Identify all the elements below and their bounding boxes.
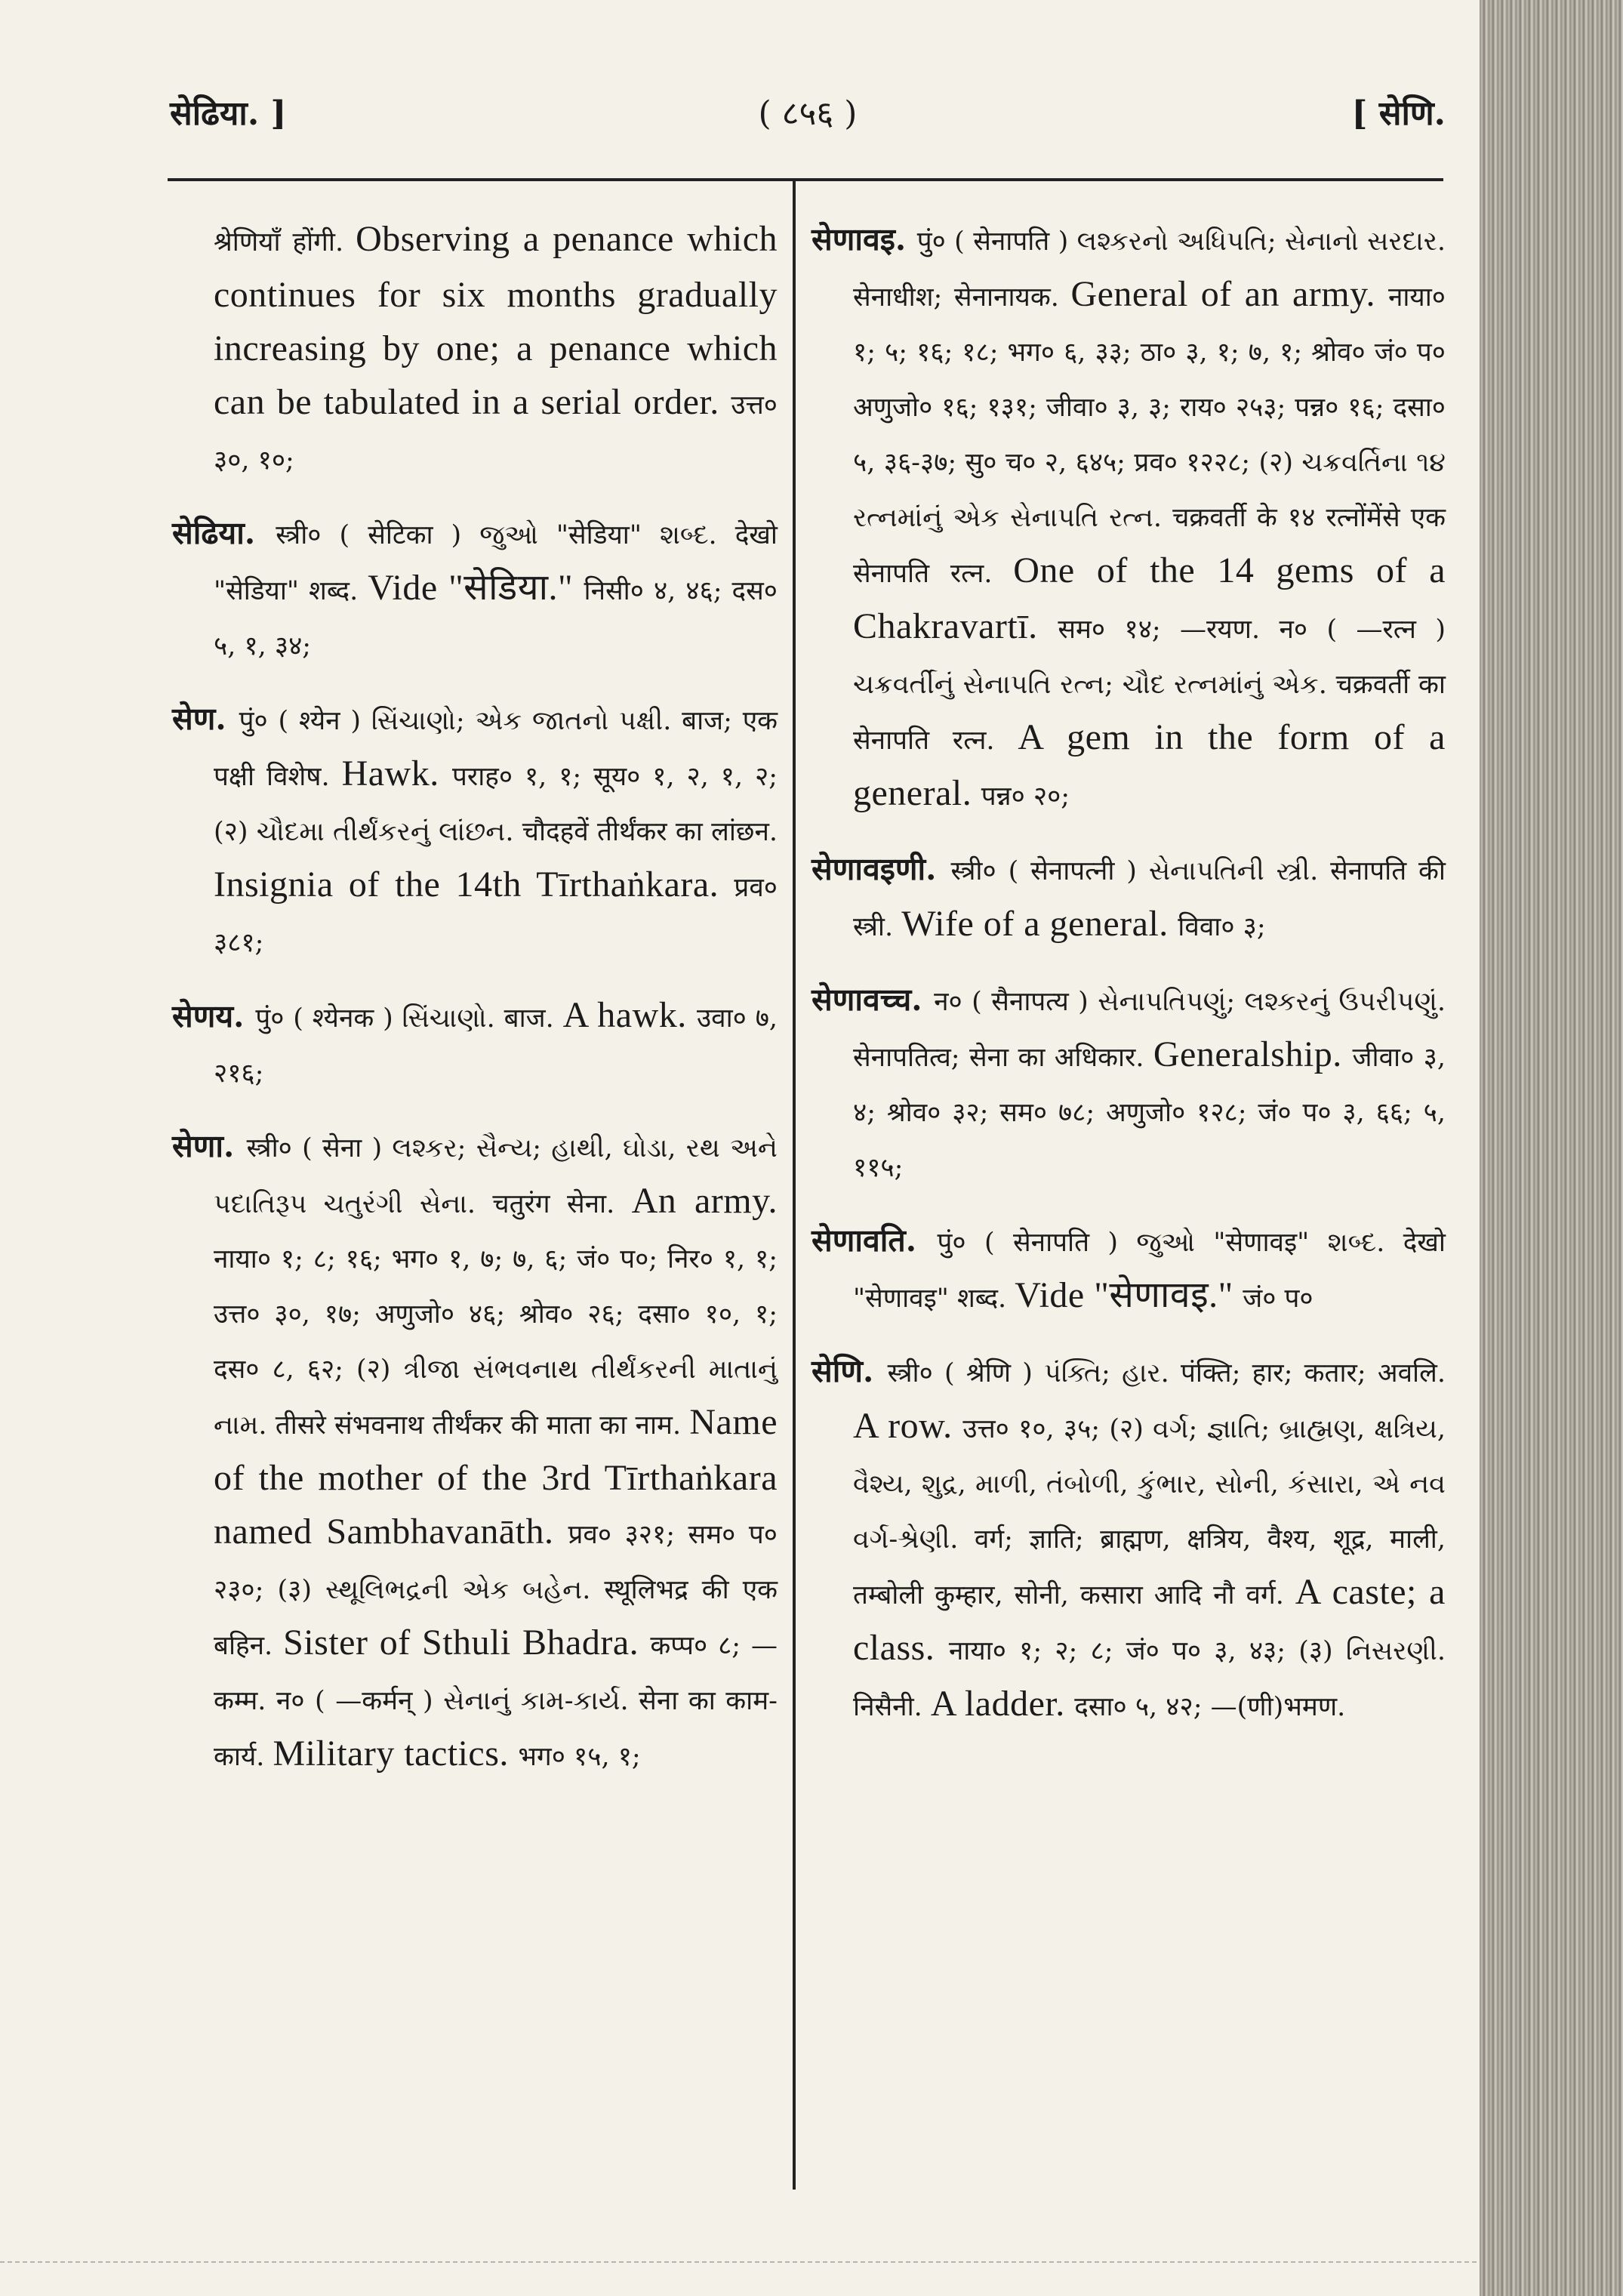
entry-continuation: श्रेणियाँ होंगी. Observing a penance which continues for six months gradually increasing by one; a penance which can be tabulated in a serial order. उत्त० ३०, १०;: [214, 219, 778, 476]
running-head: [170, 89, 1446, 142]
entry-senavachcha: सेणावच्च. न० ( सैनापत्य ) સેનાપતિપણું; લશ્કરનું ઉપરીપણું. सेनापतित्व; सेना का अधिकार. Generalship. जीवा० ३, ४; श्रोव० ३२; सम० ७८; अणुजो० १२८; जं० प० ३, ६६; ५, ११५;: [812, 982, 1446, 1183]
column-divider: [793, 181, 796, 2190]
headword: सेण.: [172, 701, 239, 737]
page-bottom-edge: [0, 2261, 1480, 2263]
header-left-guideword: सेढिया. ]: [170, 94, 287, 133]
headword: सेणावइणी.: [812, 851, 951, 887]
headword: सेणा.: [172, 1128, 247, 1164]
headword: सेढिया.: [172, 515, 276, 551]
entry-sena-army: सेणा. स्त्री० ( सेना ) લશ્કર; સૈન્ય; હાથી, ઘોડા, રથ અને પદાતિરૂપ ચતુરંગી સેના. चतुरंग सेना. An army. नाया० १; ८; १६; भग० १, ७; ७, ६; जं० प०; निर० १, १; उत्त० ३०, १७; अणुजो० ४६; श्रोव० २६; दसा० १०, १; दस० ८, ६२; (२) ત્રીજા સંભવનાથ તીર્થંકરની માતાનું નામ. तीसरे संभवनाथ तीर्थंकर की माता का नाम. Name of the mother of the 3rd Tīrthaṅkara named Sambhavanāth. प्रव० ३२१; सम० प० २३०; (३) સ્થૂલિભદ્રની એક બહેન. स्थूलिभद्र की एक बहिन. Sister of Sthuli Bhadra. कप्प० ८; —कम्म. न० ( —कर्मन् ) સેનાનું કામ-કાર્ય. सेना का काम-कार्य. Military tactics. भग० १५, १;: [172, 1128, 778, 1774]
right-column: [812, 213, 1446, 1753]
header-right-guideword: [ सेणि.: [1351, 94, 1446, 133]
book-binding-edge: [1480, 0, 1623, 2296]
headword: सेणि.: [812, 1353, 888, 1389]
entry-sedhiya: सेढिया. स्त्री० ( सेटिका ) જુઓ "सेडिया" શબ્દ. देखो "सेडिया" शब्द. Vide "सेडिया." निसी० ४, ४६; दस० ५, १, ३४;: [172, 515, 778, 661]
entry-senavati: सेणावति. पुं० ( सेनापति ) જુઓ "सेणावइ" શબ્દ. देखो "सेणावइ" शब्द. Vide "सेणावइ." जं० प०: [812, 1222, 1446, 1315]
left-column: [172, 213, 778, 1803]
entry-senavai: सेणावइ. पुं० ( सेनापति ) લશ્કરનો અધિપતિ; સેનાનો સરદાર. सेनाधीश; सेनानायक. General of an army. नाया० १; ५; १६; १८; भग० ६, ३३; ठा० ३, १; ७, १; श्रोव० जं० प० अणुजो० १६; १३१; जीवा० ३, ३; राय० २५३; पन्न० १६; दसा० ५, ३६-३७; सु० च० २, ६४५; प्रव० १२२८; (२) ચક્રવર્તિના ૧૪ રત્નમાંનું એક સેનાપતિ રત્ન. चक्रवर्ती के १४ रत्नोंमेंसे एक सेनापति रत्न. One of the 14 gems of a Chakravartī. सम० १४; —रयण. न० ( —रत्न ) ચક્રવર્તીનું સેનાપતિ રત્ન; ચૌદ રત્નમાંનું એક. चक्रवर्ती का सेनापति रत्न. A gem in the form of a general. पन्न० २०;: [812, 221, 1446, 813]
headword: सेणय.: [172, 998, 256, 1034]
entry-senavaini: सेणावइणी. स्त्री० ( सेनापत्नी ) સેનાપતિની સ્ત્રી. सेनापति की स्त्री. Wife of a general. विवा० ३;: [812, 851, 1446, 944]
header-rule: [168, 178, 1443, 181]
headword: सेणावति.: [812, 1222, 938, 1259]
page-number: ( ८५६ ): [758, 94, 858, 133]
headword: सेणावइ.: [812, 221, 917, 257]
entry-sena-hawk: सेण. पुं० ( श्येन ) સિંચાણો; એક જાતનો પક્ષી. बाज; एक पक्षी विशेष. Hawk. पराह० १, १; सूय० १, २, १, २; (२) ચૌદમા તીર્થંકરનું લાંછન. चौदहवें तीर्थंकर का लांछन. Insignia of the 14th Tīrthaṅkara. प्रव० ३८१;: [172, 701, 778, 958]
entry-senaya: सेणय. पुं० ( श्येनक ) સિંચાણો. बाज. A hawk. उवा० ७, २१६;: [172, 995, 778, 1089]
entry-seni: सेणि. स्त्री० ( श्रेणि ) પંક્તિ; હાર. पंक्ति; हार; कतार; अवलि. A row. उत्त० १०, ३५; (२) વર્ગ; જ્ઞાતિ; બ્રાહ્મણ, ક્ષત્રિય, વૈશ્ય, શુદ્ર, માળી, તંબોળી, કુંભાર, સોની, કંસારા, એ નવ વર્ગ-શ્રેણી. वर्ग; ज्ञाति; ब्राह्मण, क्षत्रिय, वैश्य, शूद्र, माली, तम्बोली कुम्हार, सोनी, कसारा आदि नौ वर्ग. A caste; a class. नाया० १; २; ८; जं० प० ३, ४३; (३) નિસરણી. निसैनी. A ladder. दसा० ५, ४२; —(णी)भमण.: [812, 1353, 1446, 1724]
headword: सेणावच्च.: [812, 982, 935, 1018]
